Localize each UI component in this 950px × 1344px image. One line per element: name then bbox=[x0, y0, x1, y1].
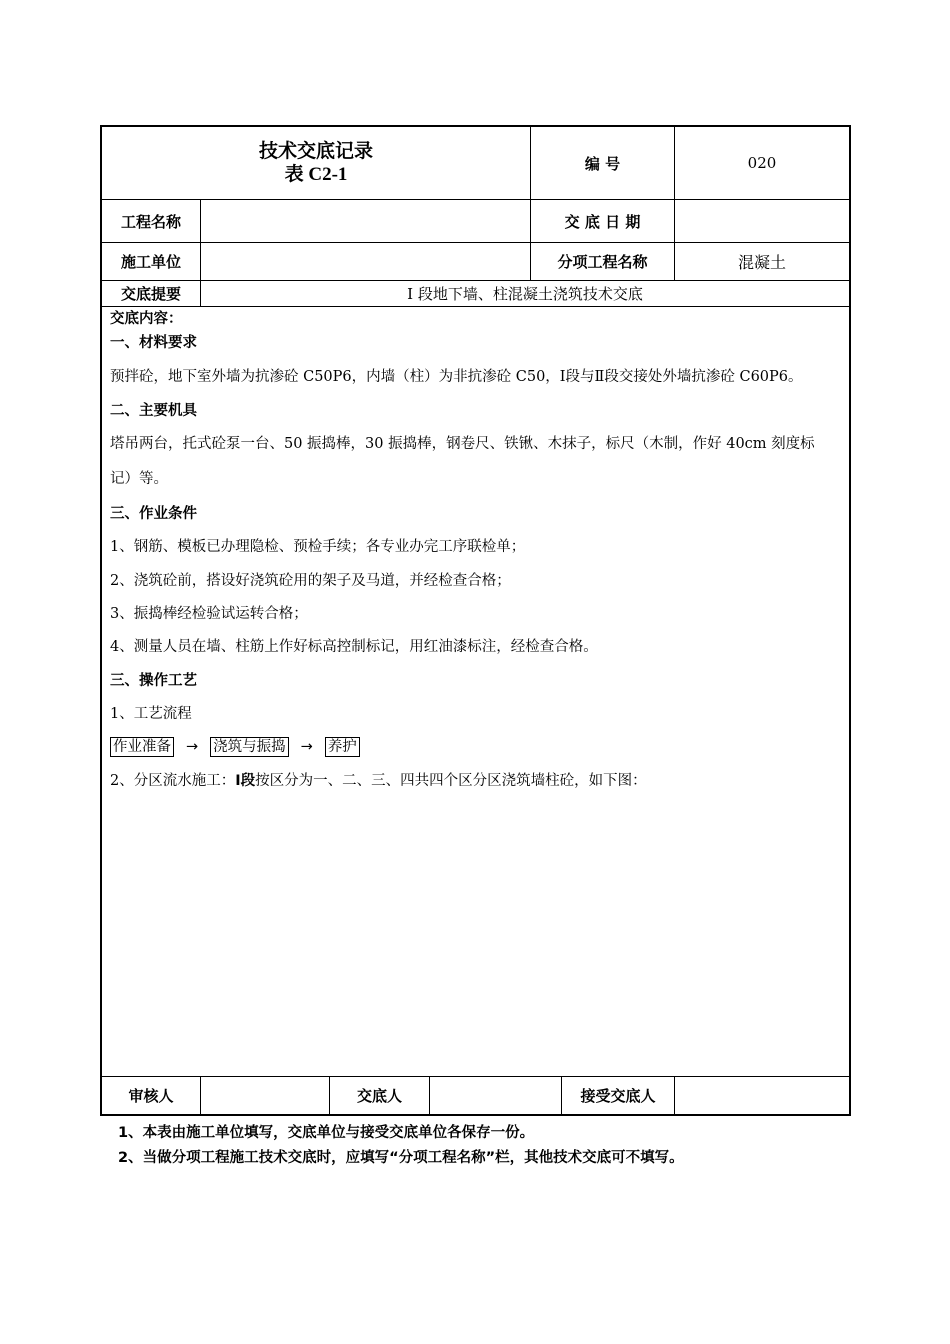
footnote-1: 1、本表由施工单位填写，交底单位与接受交底单位各保存一份。 bbox=[118, 1125, 535, 1141]
project-name-label: 工程名称 bbox=[120, 212, 181, 231]
section-3-item: 1、钢筋、模板已办理隐检、预检手续；各专业办完工序联检单； bbox=[110, 539, 526, 555]
reviewer-field[interactable] bbox=[201, 1077, 329, 1114]
flow-step-pour: 浇筑与振捣 bbox=[210, 737, 289, 757]
item-2-prefix: 2、分区流水施工： bbox=[110, 773, 236, 789]
flow-arrow-icon: → bbox=[300, 739, 313, 755]
disclosure-form bbox=[100, 125, 851, 1116]
date-label: 交 底 日 期 bbox=[564, 212, 641, 231]
section-3-item: 3、振捣棒经检验试运转合格； bbox=[110, 606, 308, 622]
flow-step-prepare: 作业准备 bbox=[110, 737, 174, 757]
receiver-label: 接受交底人 bbox=[580, 1087, 656, 1105]
section-1-text: 预拌砼，地下室外墙为抗渗砼 C50P6，内墙（柱）为非抗渗砼 C50，Ⅰ段与Ⅱ段交接处外墙抗渗砼 C60P6。 bbox=[110, 369, 803, 385]
section-4-item-2 bbox=[110, 771, 647, 791]
title-line1: 技术交底记录 bbox=[258, 140, 373, 162]
unit-label: 施工单位 bbox=[120, 253, 181, 271]
footnote-2: 2、当做分项工程施工技术交底时，应填写“分项工程名称”栏，其他技术交底可不填写。 bbox=[118, 1150, 684, 1166]
section-1-title: 一、材料要求 bbox=[110, 335, 197, 351]
summary-field[interactable]: Ⅰ 段地下墙、柱混凝土浇筑技术交底 bbox=[407, 285, 643, 303]
summary-label: 交底提要 bbox=[120, 285, 181, 303]
title-line2: 表 C2-1 bbox=[284, 164, 348, 185]
row-divider bbox=[102, 306, 849, 307]
section-2-title: 二、主要机具 bbox=[110, 403, 197, 419]
item-2-segment: Ⅰ段 bbox=[235, 773, 256, 789]
section-4-item-1: 1、工艺流程 bbox=[110, 706, 192, 722]
item-2-rest: 按区分为一、二、三、四共四个区分区浇筑墙柱砼，如下图： bbox=[255, 773, 647, 789]
discloser-label: 交底人 bbox=[356, 1087, 402, 1105]
section-3-item: 4、测量人员在墙、柱筋上作好标高控制标记，用红油漆标注，经检查合格。 bbox=[110, 639, 598, 655]
flow-step-cure: 养护 bbox=[325, 737, 360, 757]
subproject-label: 分项工程名称 bbox=[557, 253, 648, 271]
number-value[interactable]: 020 bbox=[747, 154, 777, 172]
section-4-title: 三、操作工艺 bbox=[110, 673, 197, 689]
discloser-field[interactable] bbox=[430, 1077, 561, 1114]
process-flow bbox=[110, 737, 360, 757]
form-title bbox=[102, 127, 530, 199]
date-field[interactable] bbox=[675, 200, 849, 242]
section-3-item: 2、浇筑砼前，搭设好浇筑砼用的架子及马道，并经检查合格； bbox=[110, 573, 511, 589]
subproject-field[interactable]: 混凝土 bbox=[737, 253, 786, 272]
project-name-field[interactable] bbox=[201, 200, 530, 242]
reviewer-label: 审核人 bbox=[128, 1087, 174, 1105]
receiver-field[interactable] bbox=[675, 1077, 849, 1114]
section-2-text-line1: 塔吊两台，托式砼泵一台、50 振捣棒，30 振捣棒，钢卷尺、铁锹、木抹子，标尺（木制，作好 40cm 刻度标 bbox=[110, 436, 815, 452]
content-heading: 交底内容： bbox=[110, 311, 183, 327]
flow-arrow-icon: → bbox=[186, 739, 199, 755]
number-label: 编 号 bbox=[584, 154, 621, 173]
section-3-title: 三、作业条件 bbox=[110, 506, 197, 522]
section-2-text-line2: 记）等。 bbox=[110, 471, 168, 487]
unit-field[interactable] bbox=[201, 243, 530, 280]
